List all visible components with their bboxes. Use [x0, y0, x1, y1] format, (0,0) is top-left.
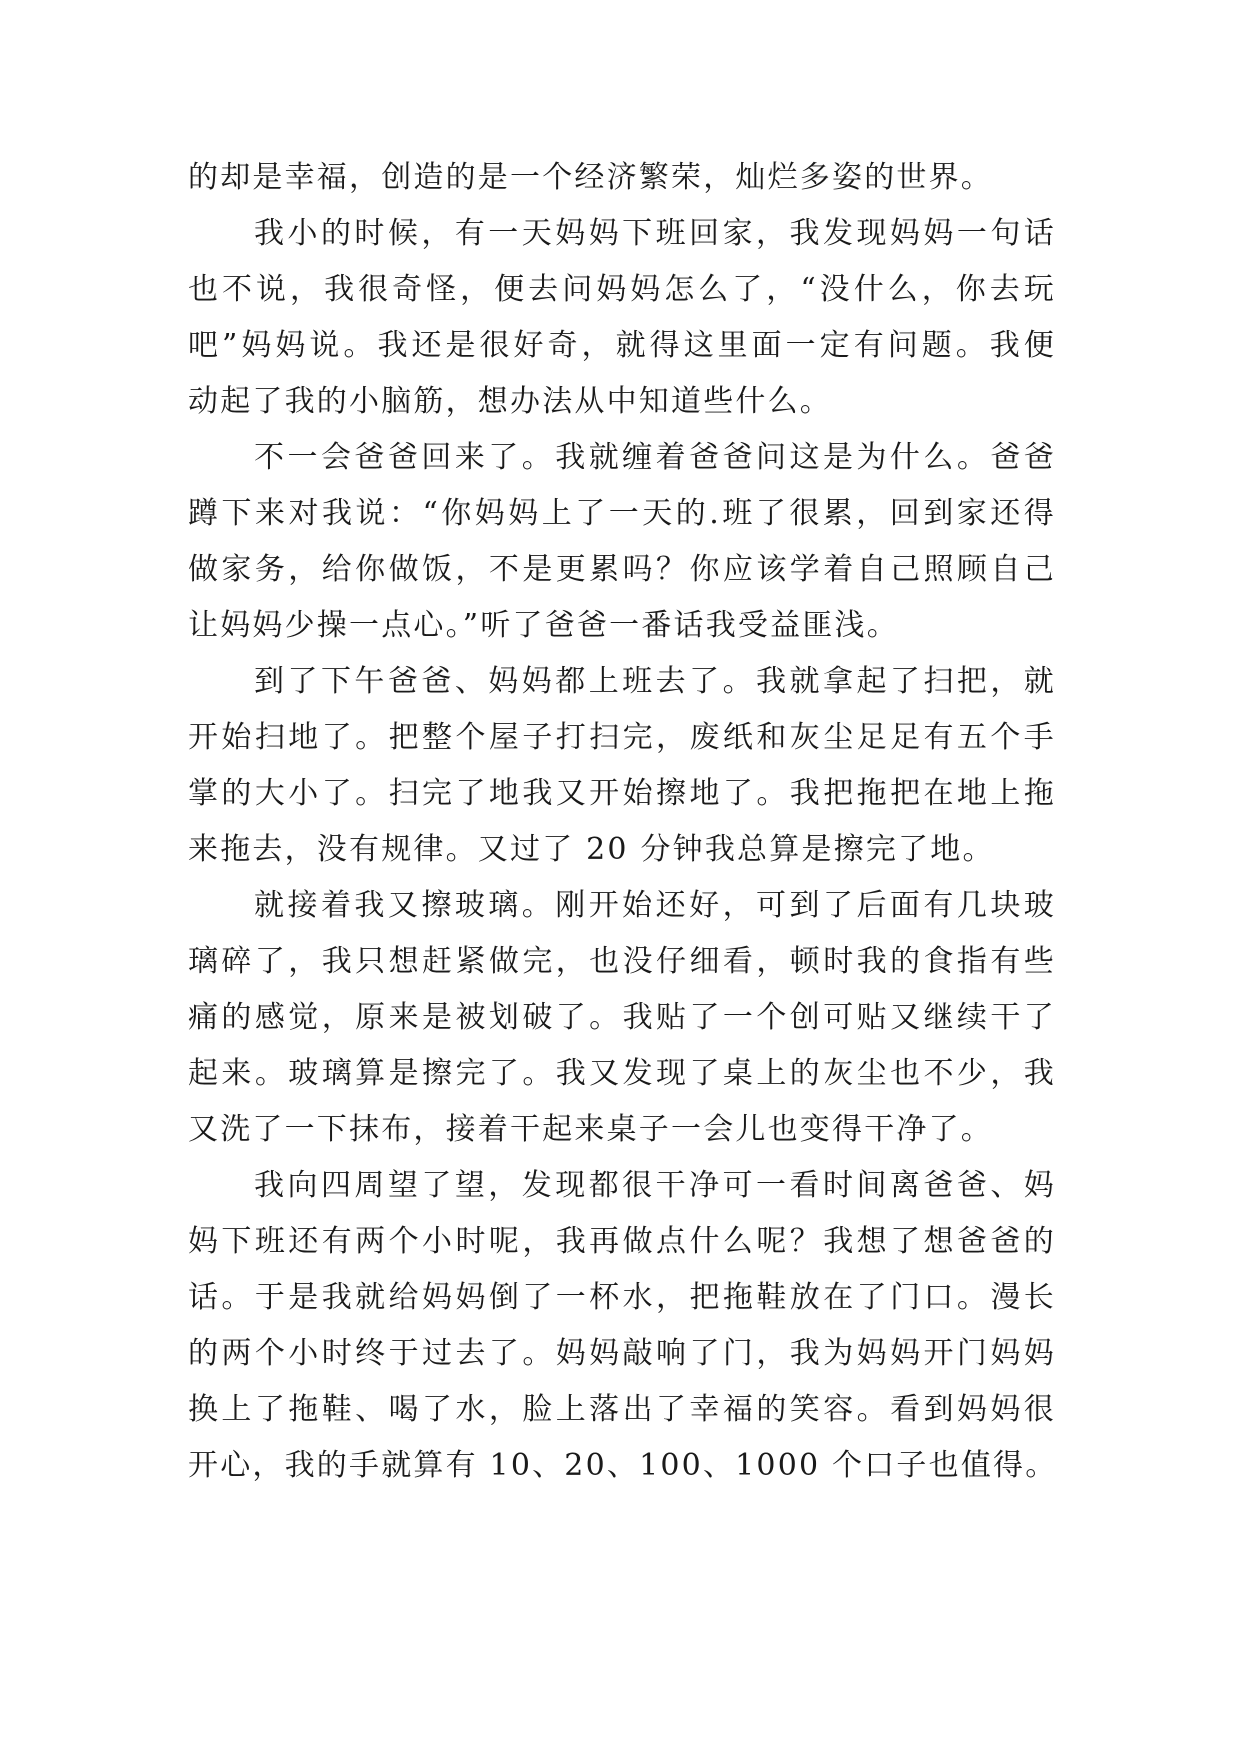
text-line: 妈下班还有两个小时呢，我再做点什么呢？我想了想爸爸的	[188, 1224, 1056, 1259]
text-line: 的却是幸福，创造的是一个经济繁荣，灿烂多姿的世界。	[188, 160, 993, 195]
text-line: 让妈妈少操一点心。”听了爸爸一番话我受益匪浅。	[188, 608, 899, 643]
text-line: 起来。玻璃算是擦完了。我又发现了桌上的灰尘也不少，我	[188, 1056, 1056, 1091]
text-line: 吧”妈妈说。我还是很好奇，就得这里面一定有问题。我便	[188, 328, 1056, 363]
text-line: 痛的感觉，原来是被划破了。我贴了一个创可贴又继续干了	[188, 1000, 1056, 1035]
text-line: 我小的时候，有一天妈妈下班回家，我发现妈妈一句话	[254, 216, 1056, 251]
text-line: 开心，我的手就算有 10、20、100、1000 个口子也值得。	[188, 1448, 1058, 1483]
text-line: 璃碎了，我只想赶紧做完，也没仔细看，顿时我的食指有些	[188, 944, 1056, 979]
text-line: 话。于是我就给妈妈倒了一杯水，把拖鞋放在了门口。漫长	[188, 1280, 1056, 1315]
text-line: 到了下午爸爸、妈妈都上班去了。我就拿起了扫把，就	[254, 664, 1056, 699]
text-line: 来拖去，没有规律。又过了 20 分钟我总算是擦完了地。	[188, 832, 995, 867]
text-line: 的两个小时终于过去了。妈妈敲响了门，我为妈妈开门妈妈	[188, 1336, 1056, 1371]
text-line: 不一会爸爸回来了。我就缠着爸爸问这是为什么。爸爸	[254, 440, 1056, 475]
text-line: 换上了拖鞋、喝了水，脸上落出了幸福的笑容。看到妈妈很	[188, 1392, 1056, 1427]
text-line: 掌的大小了。扫完了地我又开始擦地了。我把拖把在地上拖	[188, 776, 1056, 811]
text-line: 蹲下来对我说：“你妈妈上了一天的.班了很累，回到家还得	[188, 496, 1056, 531]
text-line: 又洗了一下抹布，接着干起来桌子一会儿也变得干净了。	[188, 1112, 993, 1147]
text-line: 也不说，我很奇怪，便去问妈妈怎么了，“没什么，你去玩	[188, 272, 1056, 307]
text-line: 做家务，给你做饭，不是更累吗？你应该学着自己照顾自己	[188, 552, 1056, 587]
text-line: 就接着我又擦玻璃。刚开始还好，可到了后面有几块玻	[254, 888, 1056, 923]
text-line: 开始扫地了。把整个屋子打扫完，废纸和灰尘足足有五个手	[188, 720, 1056, 755]
text-line: 动起了我的小脑筋，想办法从中知道些什么。	[188, 384, 832, 419]
text-line: 我向四周望了望，发现都很干净可一看时间离爸爸、妈	[254, 1168, 1056, 1203]
